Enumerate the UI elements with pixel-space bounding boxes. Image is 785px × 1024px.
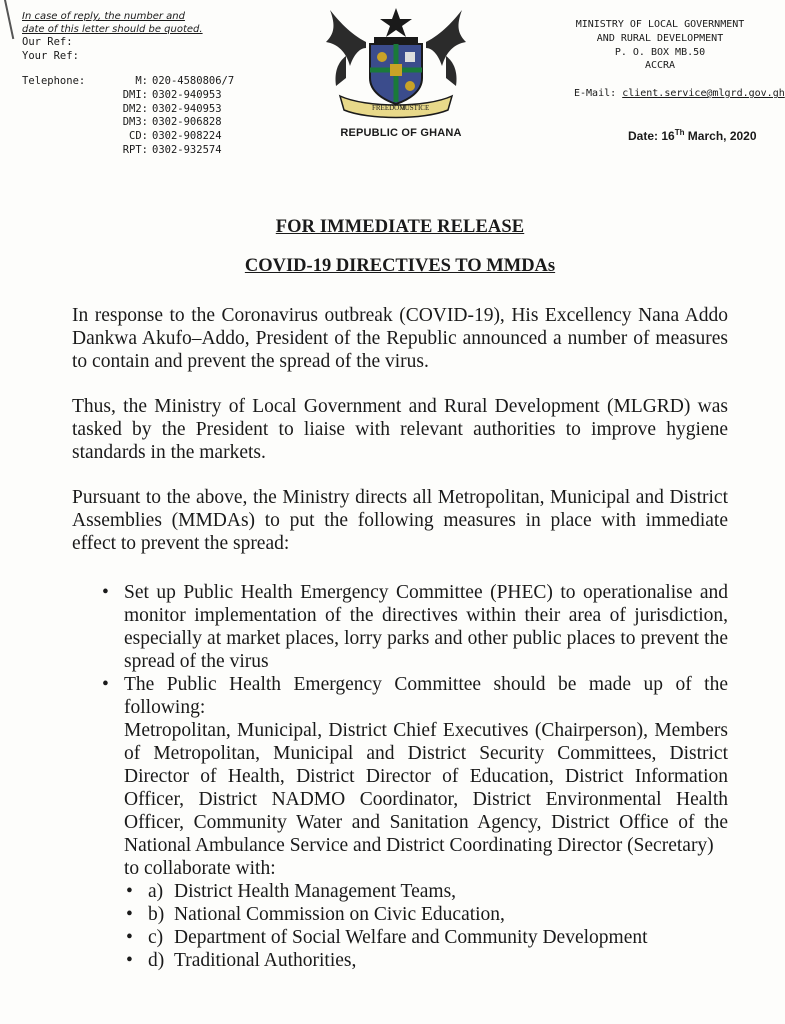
email-link[interactable]: client.service@mlgrd.gov.gh: [622, 88, 785, 99]
date-label: Date: 16: [628, 129, 675, 143]
phone-list: [122, 75, 282, 158]
letter-reference-block: [22, 10, 322, 63]
reply-note-line1: In case of reply, the number and: [22, 11, 185, 22]
phone-value: 0302-940953: [152, 102, 222, 115]
ghana-coat-of-arms-icon: [316, 4, 476, 126]
collaborator-text: Traditional Authorities,: [174, 950, 357, 971]
item-marker: b): [148, 904, 165, 925]
phone-value: 0302-908224: [152, 130, 222, 143]
committee-members: Metropolitan, Municipal, District Chief Executives (Chairperson), Members of Metropolitan, Municipal and District Security Committees, District Director of Health, District Director of Education, District Information Officer, District NADMO Coordinator, District Environmental Health Officer, Community Water and Sanitation Agency, District Office of the National Ambulance Service and District Coordinating Director (Secretary): [124, 720, 728, 856]
phone-value: 0302-932574: [152, 143, 222, 156]
intro-paragraph: In response to the Coronavirus outbreak (COVID-19), His Excellency Nana Addo Dankwa Akufo–Addo, President of the Republic announced a number of measures to contain and prevent the spread of the virus.: [72, 305, 728, 372]
telephone-label: Telephone:: [22, 75, 86, 87]
phone-row: [122, 89, 282, 103]
ministry-name-line1: MINISTRY OF LOCAL GOVERNMENT: [575, 19, 745, 30]
mandate-paragraph: Thus, the Ministry of Local Government and Rural Development (MLGRD) was tasked by the President to liaise with relevant authorities to improve hygiene standards in the markets.: [72, 396, 728, 463]
phone-value: 0302-906828: [152, 116, 222, 129]
phone-row: [122, 144, 282, 158]
item-marker: c): [148, 927, 164, 948]
collaborate-label: to collaborate with:: [124, 858, 276, 879]
date-suffix: Th: [674, 128, 685, 137]
ministry-po-box: P. O. BOX MB.50: [614, 46, 706, 58]
collaborator-text: Department of Social Welfare and Community Development: [174, 927, 648, 948]
phone-key: DM2:: [122, 102, 148, 115]
directive-title: COVID-19 DIRECTIVES TO MMDAs: [244, 256, 556, 276]
collaborator-list: [124, 880, 728, 972]
directive-paragraph: Pursuant to the above, the Ministry directs all Metropolitan, Municipal and District Assemblies (MMDAs) to put the following measures in place with immediate effect to prevent the spread:: [72, 487, 728, 554]
item-marker: a): [148, 881, 164, 902]
collaborator-item: [148, 880, 728, 903]
reply-note-line2: date of this letter should be quoted.: [22, 24, 203, 36]
phone-value: 0302-940953: [152, 88, 222, 101]
phone-row: [122, 103, 282, 117]
measures-list: [72, 581, 728, 972]
phone-key: M:: [135, 75, 148, 87]
item-marker: d): [148, 950, 165, 971]
measure-text: Set up Public Health Emergency Committee (PHEC) to operationalise and monitor implementation of the directives within their area of jurisdiction, especially at market places, lorry parks and other public places to prevent the spread of the virus: [124, 582, 728, 672]
collaborator-item: [148, 903, 728, 926]
press-release-body: [72, 216, 728, 972]
collaborator-item: [148, 926, 728, 949]
collaborator-item: [148, 949, 728, 972]
phone-key: CD:: [129, 130, 148, 143]
phone-key: DMI:: [122, 88, 148, 101]
our-ref-label: Our Ref:: [22, 36, 73, 49]
release-heading: FOR IMMEDIATE RELEASE: [275, 217, 525, 237]
email-label: E-Mail:: [574, 88, 617, 99]
committee-intro: • The Public Health Emergency Committee should be made up of the following:: [124, 674, 728, 718]
collaborator-text: District Health Management Teams,: [174, 881, 457, 902]
measure-item: [124, 581, 728, 673]
collaborator-text: National Commission on Civic Education,: [174, 904, 505, 925]
phone-row: [122, 130, 282, 144]
date-rest: March, 2020: [684, 129, 757, 143]
letter-date: [628, 128, 757, 143]
crest-motto-right: JUSTICE: [402, 104, 430, 112]
page-edge-mark: [4, 0, 14, 39]
phone-value: 020-4580806/7: [152, 75, 235, 87]
email-row: [574, 88, 785, 99]
ministry-address-block: [560, 18, 760, 73]
crest-motto-left: FREEDOM: [372, 104, 406, 112]
ministry-city: ACCRA: [644, 60, 676, 72]
your-ref-label: Your Ref:: [22, 49, 79, 62]
phone-row: [122, 75, 282, 89]
measure-item: [124, 673, 728, 972]
ministry-name-line2: AND RURAL DEVELOPMENT: [596, 32, 724, 44]
phone-key: RPT:: [122, 143, 148, 156]
crest-caption: REPUBLIC OF GHANA: [340, 127, 462, 139]
phone-row: [122, 116, 282, 130]
phone-key: DM3:: [122, 116, 148, 129]
